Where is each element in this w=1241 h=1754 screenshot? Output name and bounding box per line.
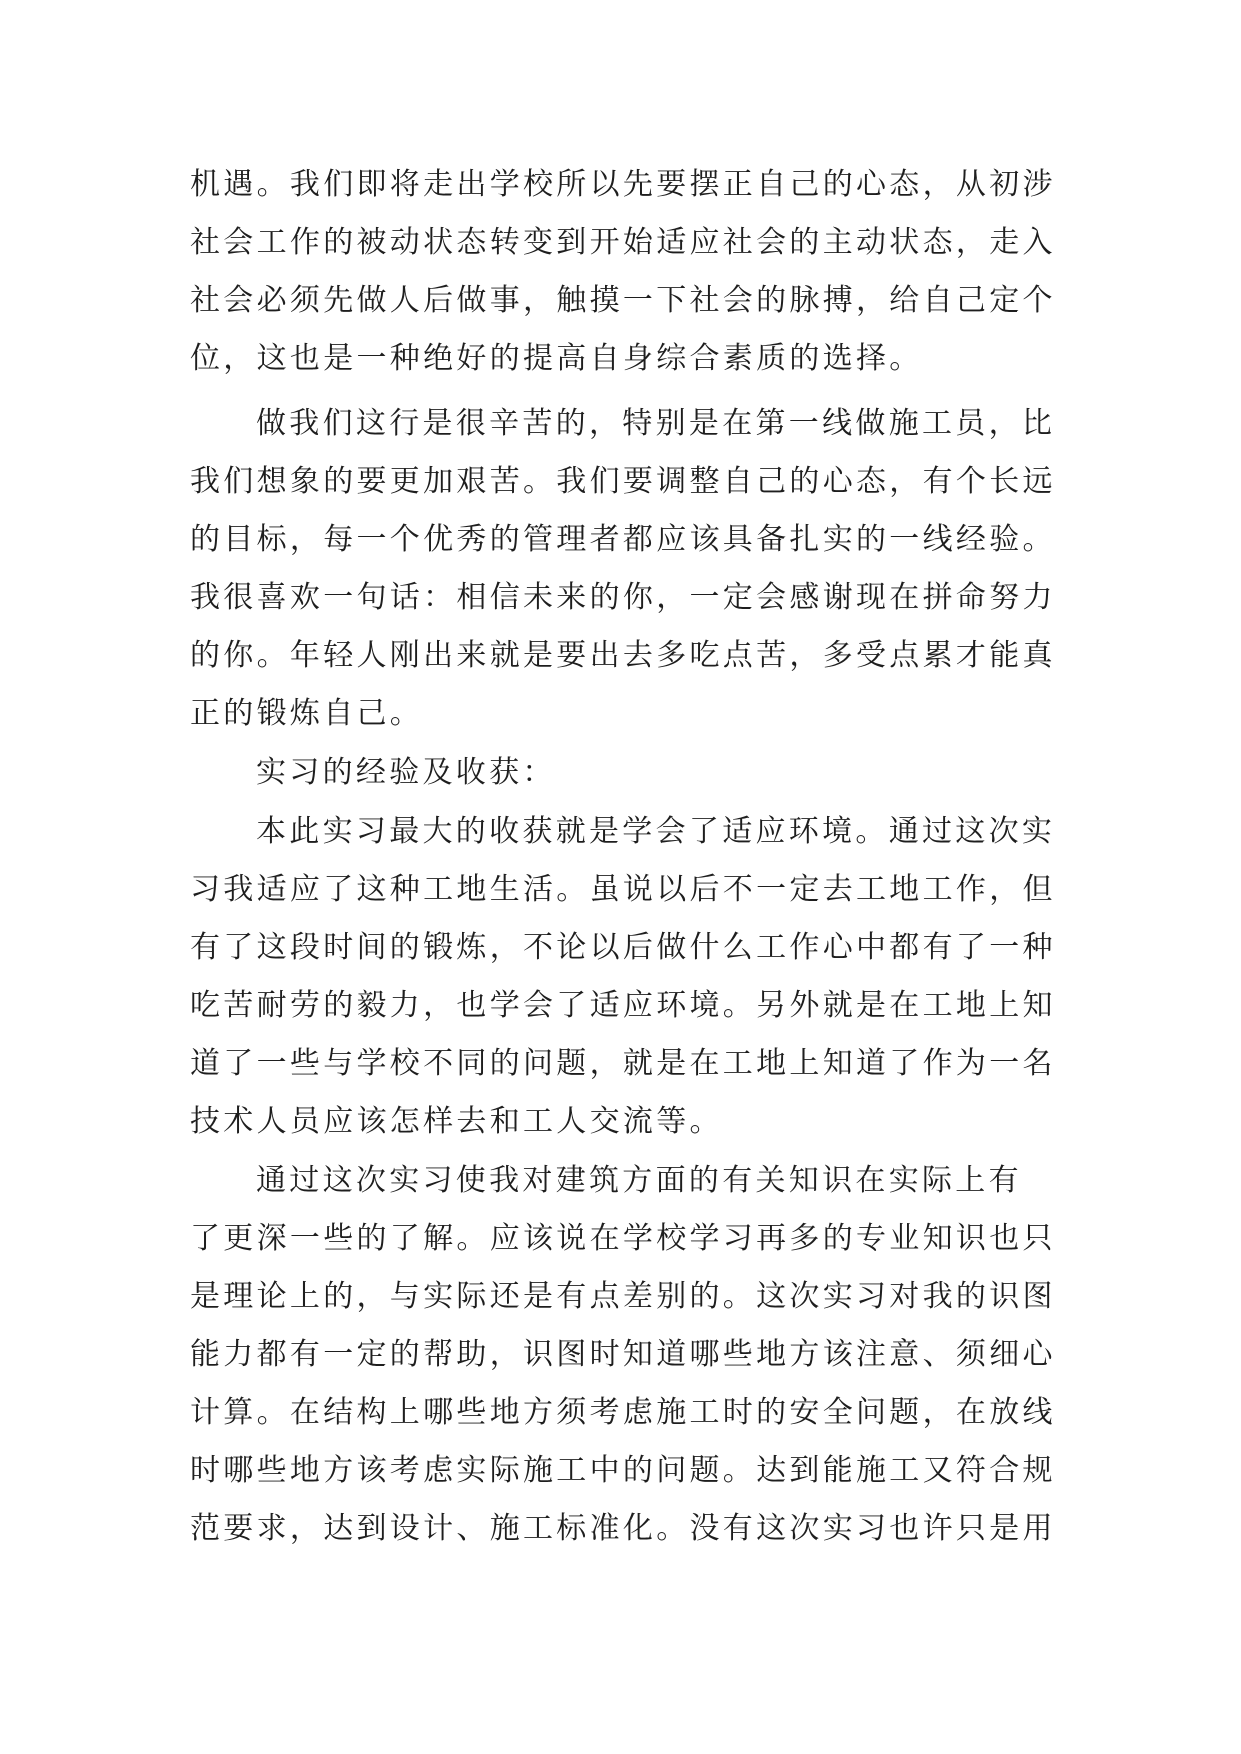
text-line: 做我们这行是很辛苦的，特别是在第一线做施工员，比	[256, 406, 1056, 441]
paragraph	[190, 395, 1070, 743]
text-line: 的你。年轻人刚出来就是要出去多吃点苦，多受点累才能真	[190, 638, 1056, 673]
text-line: 是理论上的，与实际还是有点差别的。这次实习对我的识图	[190, 1279, 1056, 1314]
section-heading	[190, 744, 1070, 802]
text-line: 我们想象的要更加艰苦。我们要调整自己的心态，有个长远	[190, 464, 1056, 499]
text-line: 本此实习最大的收获就是学会了适应环境。通过这次实	[256, 814, 1056, 849]
paragraph	[190, 1152, 1070, 1558]
text-line: 范要求，达到设计、施工标准化。没有这次实习也许只是用	[190, 1511, 1056, 1546]
text-line: 社会工作的被动状态转变到开始适应社会的主动状态，走入	[190, 225, 1056, 260]
text-line: 有了这段时间的锻炼，不论以后做什么工作心中都有了一种	[190, 930, 1056, 965]
text-line: 机遇。我们即将走出学校所以先要摆正自己的心态，从初涉	[190, 167, 1056, 202]
text-line: 时哪些地方该考虑实际施工中的问题。达到能施工又符合规	[190, 1453, 1056, 1488]
paragraph	[190, 156, 1070, 388]
text-line: 习我适应了这种工地生活。虽说以后不一定去工地工作，但	[190, 872, 1056, 907]
text-line: 位，这也是一种绝好的提高自身综合素质的选择。	[190, 341, 923, 376]
text-line: 吃苦耐劳的毅力，也学会了适应环境。另外就是在工地上知	[190, 988, 1056, 1023]
text-line: 实习的经验及收获：	[256, 755, 556, 790]
text-line: 通过这次实习使我对建筑方面的有关知识在实际上有	[256, 1163, 1022, 1198]
text-line: 的目标，每一个优秀的管理者都应该具备扎实的一线经验。	[190, 522, 1056, 557]
text-line: 我很喜欢一句话：相信未来的你，一定会感谢现在拼命努力	[190, 580, 1056, 615]
text-line: 了更深一些的了解。应该说在学校学习再多的专业知识也只	[190, 1221, 1056, 1256]
text-line: 技术人员应该怎样去和工人交流等。	[190, 1104, 723, 1139]
text-line: 社会必须先做人后做事，触摸一下社会的脉搏，给自己定个	[190, 283, 1056, 318]
paragraph	[190, 803, 1070, 1151]
text-line: 道了一些与学校不同的问题，就是在工地上知道了作为一名	[190, 1046, 1056, 1081]
text-line: 能力都有一定的帮助，识图时知道哪些地方该注意、须细心	[190, 1337, 1056, 1372]
text-line: 计算。在结构上哪些地方须考虑施工时的安全问题，在放线	[190, 1395, 1056, 1430]
text-line: 正的锻炼自己。	[190, 696, 424, 731]
